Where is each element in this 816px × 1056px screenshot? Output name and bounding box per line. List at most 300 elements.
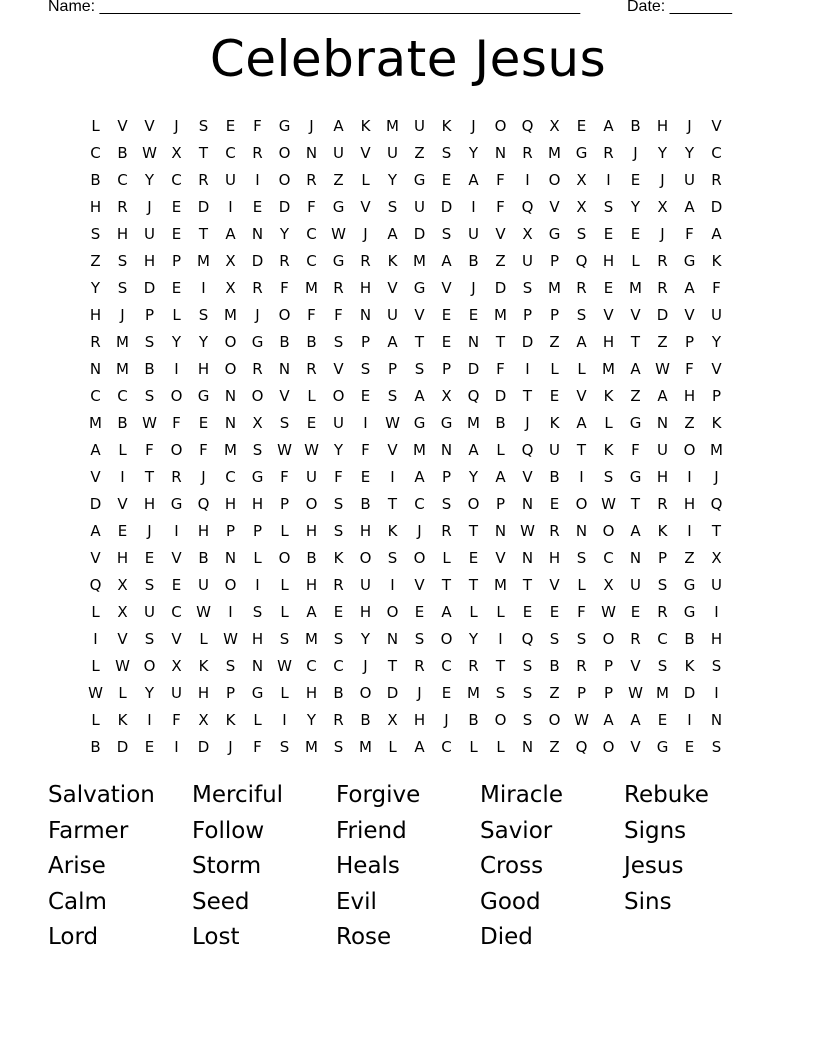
grid-letter: B <box>198 548 209 567</box>
grid-letter: H <box>548 548 561 567</box>
grid-letter: Y <box>657 143 668 162</box>
grid-letter: J <box>309 116 314 135</box>
grid-letter: N <box>521 737 534 756</box>
grid-letter: B <box>144 359 155 378</box>
grid-letter: K <box>387 521 398 540</box>
grid-letter: L <box>91 602 100 621</box>
grid-letter: Q <box>197 494 210 513</box>
grid-letter: C <box>441 737 452 756</box>
grid-letter: Y <box>144 170 155 189</box>
grid-letter: W <box>520 521 535 540</box>
grid-letter: H <box>359 602 372 621</box>
grid-letter: L <box>469 602 478 621</box>
grid-letter: E <box>549 494 560 513</box>
grid-letter: I <box>687 710 692 729</box>
grid-letter: K <box>198 656 209 675</box>
grid-letter: O <box>602 629 615 648</box>
grid-letter: I <box>174 521 179 540</box>
grid-letter: O <box>305 494 318 513</box>
grid-letter: N <box>494 521 507 540</box>
grid-letter: E <box>630 602 641 621</box>
grid-letter: L <box>361 170 370 189</box>
grid-letter: G <box>629 467 642 486</box>
word-list-item: Good <box>480 888 541 915</box>
grid-letter: N <box>224 548 237 567</box>
grid-letter: R <box>576 278 587 297</box>
grid-letter: I <box>525 359 530 378</box>
grid-letter: G <box>413 278 426 297</box>
grid-letter: S <box>441 494 452 513</box>
grid-letter: C <box>603 548 614 567</box>
grid-letter: T <box>495 656 506 675</box>
grid-letter: S <box>144 332 155 351</box>
grid-letter: E <box>549 386 560 405</box>
grid-letter: R <box>252 278 263 297</box>
grid-letter: O <box>278 305 291 324</box>
grid-letter: O <box>170 386 183 405</box>
grid-letter: R <box>117 197 128 216</box>
grid-letter: G <box>413 413 426 432</box>
grid-letter: I <box>255 575 260 594</box>
grid-letter: I <box>228 602 233 621</box>
grid-letter: M <box>89 413 102 432</box>
grid-letter: E <box>630 170 641 189</box>
grid-letter: L <box>388 737 397 756</box>
grid-letter: B <box>684 629 695 648</box>
grid-letter: F <box>685 224 694 243</box>
grid-letter: Y <box>171 332 182 351</box>
grid-letter: R <box>414 656 425 675</box>
grid-letter: J <box>660 224 665 243</box>
grid-letter: F <box>280 278 289 297</box>
grid-letter: U <box>144 224 155 243</box>
grid-letter: Y <box>279 224 290 243</box>
grid-letter: D <box>89 494 102 513</box>
grid-letter: S <box>603 467 614 486</box>
grid-letter: T <box>441 575 452 594</box>
grid-letter: W <box>304 440 319 459</box>
grid-letter: A <box>576 332 587 351</box>
word-list-item: Follow <box>192 817 265 844</box>
grid-letter: L <box>469 737 478 756</box>
name-field-label: Name: ______________________________________________________ <box>48 0 581 15</box>
grid-letter: R <box>603 143 614 162</box>
grid-letter: S <box>279 413 290 432</box>
grid-letter: W <box>601 602 616 621</box>
grid-letter: A <box>603 116 614 135</box>
grid-letter: J <box>687 116 692 135</box>
grid-letter: G <box>278 116 291 135</box>
grid-letter: E <box>576 116 587 135</box>
grid-letter: C <box>441 656 452 675</box>
grid-letter: P <box>279 494 290 513</box>
grid-letter: F <box>496 170 505 189</box>
grid-letter: E <box>333 602 344 621</box>
grid-letter: V <box>117 494 128 513</box>
grid-letter: H <box>656 116 669 135</box>
word-list-item: Storm <box>192 853 262 879</box>
grid-letter: H <box>359 278 372 297</box>
grid-letter: P <box>441 467 452 486</box>
grid-letter: H <box>683 494 696 513</box>
word-list-item: Farmer <box>48 817 129 844</box>
grid-letter: K <box>225 710 236 729</box>
grid-letter: P <box>576 683 587 702</box>
grid-letter: S <box>333 521 344 540</box>
grid-letter: C <box>171 170 182 189</box>
grid-letter: K <box>603 386 614 405</box>
grid-letter: E <box>414 602 425 621</box>
grid-letter: Y <box>684 143 695 162</box>
grid-letter: N <box>251 224 264 243</box>
grid-letter: O <box>467 494 480 513</box>
grid-letter: Y <box>306 710 317 729</box>
grid-letter: O <box>332 386 345 405</box>
grid-letter: V <box>333 359 344 378</box>
grid-letter: B <box>306 332 317 351</box>
grid-letter: G <box>413 170 426 189</box>
grid-letter: I <box>687 467 692 486</box>
grid-letter: B <box>333 683 344 702</box>
grid-letter: X <box>657 197 668 216</box>
grid-letter: D <box>683 683 696 702</box>
grid-letter: A <box>468 170 479 189</box>
grid-letter: O <box>278 548 291 567</box>
grid-letter: Q <box>467 386 480 405</box>
grid-letter: G <box>251 683 264 702</box>
grid-letter: E <box>468 305 479 324</box>
grid-letter: G <box>170 494 183 513</box>
grid-letter: S <box>225 656 236 675</box>
grid-letter: M <box>224 440 237 459</box>
grid-letter: C <box>171 602 182 621</box>
grid-letter: J <box>228 737 233 756</box>
grid-letter: Y <box>90 278 101 297</box>
grid-letter: A <box>576 413 587 432</box>
grid-letter: H <box>251 494 264 513</box>
grid-letter: R <box>522 143 533 162</box>
grid-letter: I <box>255 170 260 189</box>
grid-letter: K <box>441 116 452 135</box>
grid-letter: B <box>117 143 128 162</box>
grid-letter: L <box>604 413 613 432</box>
word-list-item: Lord <box>48 924 99 950</box>
grid-letter: I <box>147 710 152 729</box>
word-list-item: Savior <box>480 817 553 844</box>
grid-letter: U <box>360 575 371 594</box>
grid-letter: D <box>143 278 156 297</box>
grid-letter: J <box>363 656 368 675</box>
grid-letter: A <box>90 521 101 540</box>
grid-letter: R <box>468 656 479 675</box>
grid-letter: M <box>467 683 480 702</box>
grid-letter: H <box>683 386 696 405</box>
grid-letter: J <box>471 116 476 135</box>
grid-letter: O <box>278 170 291 189</box>
grid-letter: G <box>656 737 669 756</box>
grid-letter: U <box>387 143 398 162</box>
grid-letter: J <box>147 197 152 216</box>
word-list-item: Rebuke <box>624 782 709 808</box>
grid-letter: O <box>494 116 507 135</box>
grid-letter: G <box>683 602 696 621</box>
grid-letter: V <box>387 440 398 459</box>
grid-letter: C <box>657 629 668 648</box>
grid-letter: A <box>684 278 695 297</box>
grid-letter: A <box>414 737 425 756</box>
grid-letter: V <box>495 548 506 567</box>
grid-letter: P <box>225 521 236 540</box>
grid-letter: L <box>253 548 262 567</box>
word-list-item: Died <box>480 924 533 950</box>
grid-letter: J <box>714 467 719 486</box>
grid-letter: E <box>657 710 668 729</box>
grid-letter: L <box>496 602 505 621</box>
grid-letter: I <box>579 467 584 486</box>
grid-letter: R <box>198 170 209 189</box>
grid-letter: K <box>684 656 695 675</box>
grid-letter: M <box>116 332 129 351</box>
grid-letter: F <box>334 467 343 486</box>
grid-letter: O <box>602 737 615 756</box>
grid-letter: S <box>522 656 533 675</box>
grid-letter: Z <box>495 251 506 270</box>
grid-letter: C <box>225 467 236 486</box>
grid-letter: O <box>440 629 453 648</box>
grid-letter: K <box>387 251 398 270</box>
grid-letter: G <box>548 224 561 243</box>
grid-letter: K <box>360 116 371 135</box>
grid-letter: K <box>711 251 722 270</box>
grid-letter: R <box>90 332 101 351</box>
grid-letter: E <box>171 278 182 297</box>
grid-letter: A <box>495 467 506 486</box>
grid-letter: M <box>548 278 561 297</box>
grid-letter: K <box>711 413 722 432</box>
grid-letter: V <box>360 143 371 162</box>
grid-letter: U <box>522 251 533 270</box>
grid-letter: E <box>468 548 479 567</box>
grid-letter: H <box>359 521 372 540</box>
grid-letter: M <box>494 575 507 594</box>
grid-letter: J <box>471 278 476 297</box>
grid-letter: V <box>117 116 128 135</box>
grid-letter: E <box>360 386 371 405</box>
grid-letter: O <box>224 332 237 351</box>
grid-letter: S <box>198 305 209 324</box>
grid-letter: G <box>683 575 696 594</box>
grid-letter: F <box>631 440 640 459</box>
grid-letter: L <box>496 440 505 459</box>
grid-letter: M <box>197 251 210 270</box>
grid-letter: L <box>496 737 505 756</box>
grid-letter: N <box>494 143 507 162</box>
grid-letter: Y <box>360 629 371 648</box>
grid-letter: J <box>444 710 449 729</box>
grid-letter: D <box>413 224 426 243</box>
grid-letter: V <box>144 116 155 135</box>
grid-letter: A <box>333 116 344 135</box>
word-list <box>48 778 768 956</box>
grid-letter: S <box>414 629 425 648</box>
grid-letter: G <box>332 197 345 216</box>
grid-letter: W <box>277 656 292 675</box>
grid-letter: H <box>197 683 210 702</box>
grid-letter: U <box>468 224 479 243</box>
grid-letter: E <box>603 278 614 297</box>
grid-letter: E <box>144 737 155 756</box>
grid-letter: N <box>710 710 723 729</box>
grid-letter: R <box>630 629 641 648</box>
grid-letter: D <box>116 737 129 756</box>
grid-letter: K <box>657 521 668 540</box>
grid-letter: V <box>549 197 560 216</box>
grid-letter: L <box>577 359 586 378</box>
grid-letter: A <box>414 467 425 486</box>
grid-letter: Q <box>521 116 534 135</box>
grid-letter: U <box>306 467 317 486</box>
grid-letter: F <box>685 359 694 378</box>
grid-letter: H <box>656 467 669 486</box>
grid-letter: F <box>307 305 316 324</box>
grid-letter: X <box>252 413 263 432</box>
grid-letter: S <box>144 575 155 594</box>
grid-letter: Y <box>333 440 344 459</box>
grid-letter: Z <box>549 332 560 351</box>
grid-letter: M <box>305 737 318 756</box>
grid-letter: D <box>494 278 507 297</box>
grid-letter: S <box>522 683 533 702</box>
grid-letter: E <box>549 602 560 621</box>
grid-letter: J <box>363 224 368 243</box>
grid-letter: O <box>359 548 372 567</box>
grid-letter: C <box>225 143 236 162</box>
grid-letter: X <box>225 278 236 297</box>
grid-letter: E <box>171 575 182 594</box>
grid-letter: G <box>629 413 642 432</box>
grid-letter: S <box>333 629 344 648</box>
grid-letter: M <box>359 737 372 756</box>
word-list-item: Evil <box>336 888 377 915</box>
grid-letter: D <box>710 197 723 216</box>
grid-letter: V <box>522 467 533 486</box>
grid-letter: J <box>201 467 206 486</box>
grid-letter: U <box>657 440 668 459</box>
grid-letter: W <box>277 440 292 459</box>
grid-letter: D <box>197 737 210 756</box>
grid-letter: S <box>603 197 614 216</box>
grid-letter: J <box>660 170 665 189</box>
word-list-item: Seed <box>192 888 250 915</box>
grid-letter: Y <box>387 170 398 189</box>
grid-letter: F <box>280 467 289 486</box>
grid-letter: K <box>117 710 128 729</box>
grid-letter: I <box>363 413 368 432</box>
grid-letter: V <box>90 548 101 567</box>
grid-letter: E <box>360 467 371 486</box>
grid-letter: S <box>576 629 587 648</box>
grid-letter: L <box>280 602 289 621</box>
grid-letter: L <box>631 251 640 270</box>
grid-letter: D <box>386 683 399 702</box>
grid-letter: B <box>495 413 506 432</box>
grid-letter: P <box>711 386 722 405</box>
grid-letter: Y <box>144 683 155 702</box>
grid-letter: M <box>116 359 129 378</box>
grid-letter: E <box>441 332 452 351</box>
grid-letter: X <box>198 710 209 729</box>
grid-letter: E <box>441 170 452 189</box>
grid-letter: E <box>630 224 641 243</box>
grid-letter: Q <box>89 575 102 594</box>
grid-letter: P <box>603 683 614 702</box>
grid-letter: Y <box>630 197 641 216</box>
grid-letter: I <box>471 197 476 216</box>
grid-letter: L <box>91 656 100 675</box>
grid-letter: D <box>197 197 210 216</box>
grid-letter: R <box>657 494 668 513</box>
grid-letter: J <box>120 305 125 324</box>
grid-letter: B <box>468 710 479 729</box>
grid-letter: V <box>549 575 560 594</box>
grid-letter: R <box>279 251 290 270</box>
grid-letter: P <box>603 656 614 675</box>
grid-letter: S <box>252 602 263 621</box>
word-list-item: Sins <box>624 888 672 915</box>
grid-letter: H <box>305 521 318 540</box>
grid-letter: S <box>522 278 533 297</box>
grid-letter: B <box>279 332 290 351</box>
grid-letter: G <box>332 251 345 270</box>
grid-letter: V <box>711 116 722 135</box>
grid-letter: L <box>172 305 181 324</box>
grid-letter: P <box>549 305 560 324</box>
grid-letter: S <box>711 737 722 756</box>
grid-letter: E <box>441 683 452 702</box>
grid-letter: L <box>253 710 262 729</box>
grid-letter: N <box>305 143 318 162</box>
grid-letter: H <box>143 494 156 513</box>
grid-letter: C <box>90 143 101 162</box>
grid-letter: M <box>305 629 318 648</box>
grid-letter: M <box>386 116 399 135</box>
grid-letter: P <box>549 251 560 270</box>
grid-letter: Y <box>711 332 722 351</box>
grid-letter: M <box>413 440 426 459</box>
grid-letter: J <box>633 143 638 162</box>
grid-letter: O <box>359 683 372 702</box>
grid-letter: M <box>629 278 642 297</box>
grid-letter: Z <box>414 143 425 162</box>
grid-letter: F <box>253 737 262 756</box>
grid-letter: O <box>683 440 696 459</box>
header-line <box>48 0 776 20</box>
grid-letter: R <box>441 521 452 540</box>
grid-letter: E <box>117 521 128 540</box>
grid-letter: W <box>196 602 211 621</box>
letter-grid <box>82 112 730 760</box>
word-list-item: Signs <box>624 817 687 844</box>
grid-letter: L <box>280 683 289 702</box>
grid-letter: J <box>255 305 260 324</box>
grid-letter: W <box>385 413 400 432</box>
grid-letter: I <box>714 683 719 702</box>
grid-letter: Z <box>684 413 695 432</box>
grid-letter: S <box>279 629 290 648</box>
grid-letter: S <box>441 143 452 162</box>
grid-letter: U <box>333 413 344 432</box>
grid-letter: T <box>576 440 587 459</box>
